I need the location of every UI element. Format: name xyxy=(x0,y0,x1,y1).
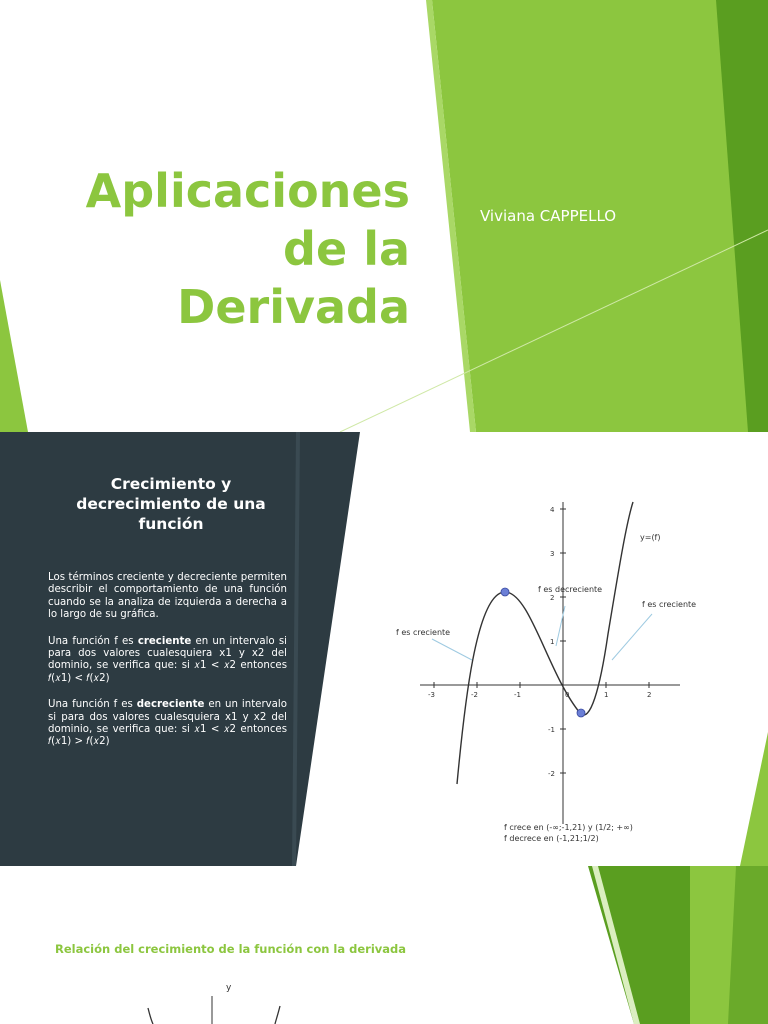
title-line-1: Aplicaciones xyxy=(85,164,410,218)
sketch-curve-left xyxy=(148,1008,153,1024)
author-name: Viviana CAPPELLO xyxy=(480,207,617,225)
local-max-point xyxy=(501,588,509,596)
slide2-heading xyxy=(52,474,290,534)
content-slide-crecimiento xyxy=(0,432,768,866)
x-tick-label: 1 xyxy=(604,691,609,699)
x-tick-label: 0 xyxy=(565,691,570,699)
curve-label: y=(f) xyxy=(640,533,661,542)
title-line-3: Derivada xyxy=(177,280,410,334)
heading-line-3: función xyxy=(138,515,204,533)
y-tick-label: -1 xyxy=(548,726,555,734)
decreciente-definition: Una función f es decreciente en un intervalo si para dos valores cualesquiera x1 y x2 del dominio, se verifica que: si 𝑥1 < 𝑥2 entonces 𝑓(𝑥1) > 𝑓(𝑥2) xyxy=(48,699,287,748)
heading-line-2: decrecimiento de una xyxy=(76,495,266,513)
slide3-heading: Relación del crecimiento de la función con la derivada xyxy=(55,942,407,956)
left-accent-shape xyxy=(0,280,28,432)
content-slide-derivada xyxy=(0,866,768,1024)
slide2-body xyxy=(48,572,287,763)
title-slide xyxy=(0,0,768,432)
local-min-point xyxy=(577,709,585,717)
creciente-keyword: creciente xyxy=(137,635,192,647)
caption-line-1: f crece en (-∞;-1,21) y (1/2; +∞) xyxy=(504,823,633,832)
label-creciente-left: f es creciente xyxy=(396,628,451,637)
caption-line-2: f decrece en (-1,21;1/2) xyxy=(504,834,599,843)
heading-line-1: Crecimiento y xyxy=(110,475,232,493)
intro-paragraph: Los términos creciente y decreciente permiten describir el comportamiento de una función cuando se la analiza de izquierda a derecha a lo largo de su gráfica. xyxy=(48,572,287,621)
x-tick-label: -2 xyxy=(471,691,478,699)
creciente-definition: Una función f es creciente en un intervalo si para dos valores cualesquiera x1 y x2 del dominio, se verifica que: si 𝑥1 < 𝑥2 entonces 𝑓(𝑥1) < 𝑓(𝑥2) xyxy=(48,635,287,684)
y-tick-label: 2 xyxy=(550,594,555,602)
decreciente-keyword: decreciente xyxy=(136,699,205,711)
x-tick-label: -1 xyxy=(514,691,521,699)
label-creciente-right: f es creciente xyxy=(642,600,697,609)
y-tick-label: 4 xyxy=(550,506,555,514)
y-tick-label: 3 xyxy=(550,550,555,558)
presentation-title xyxy=(40,162,410,336)
right-corner-accent xyxy=(740,732,768,866)
label-pointers xyxy=(432,606,652,660)
x-tick-label: 2 xyxy=(647,691,652,699)
sketch-axis-label: y xyxy=(226,983,232,993)
y-tick-label: -2 xyxy=(548,770,555,778)
x-tick-label: -3 xyxy=(428,691,435,699)
sketch-curve-right xyxy=(275,1006,280,1024)
title-line-2: de la xyxy=(283,222,410,276)
function-graph xyxy=(380,484,700,854)
function-curve xyxy=(457,502,633,784)
derivative-sketch xyxy=(130,978,300,1024)
label-decreciente: f es decreciente xyxy=(538,585,603,594)
y-tick-label: 1 xyxy=(550,638,555,646)
